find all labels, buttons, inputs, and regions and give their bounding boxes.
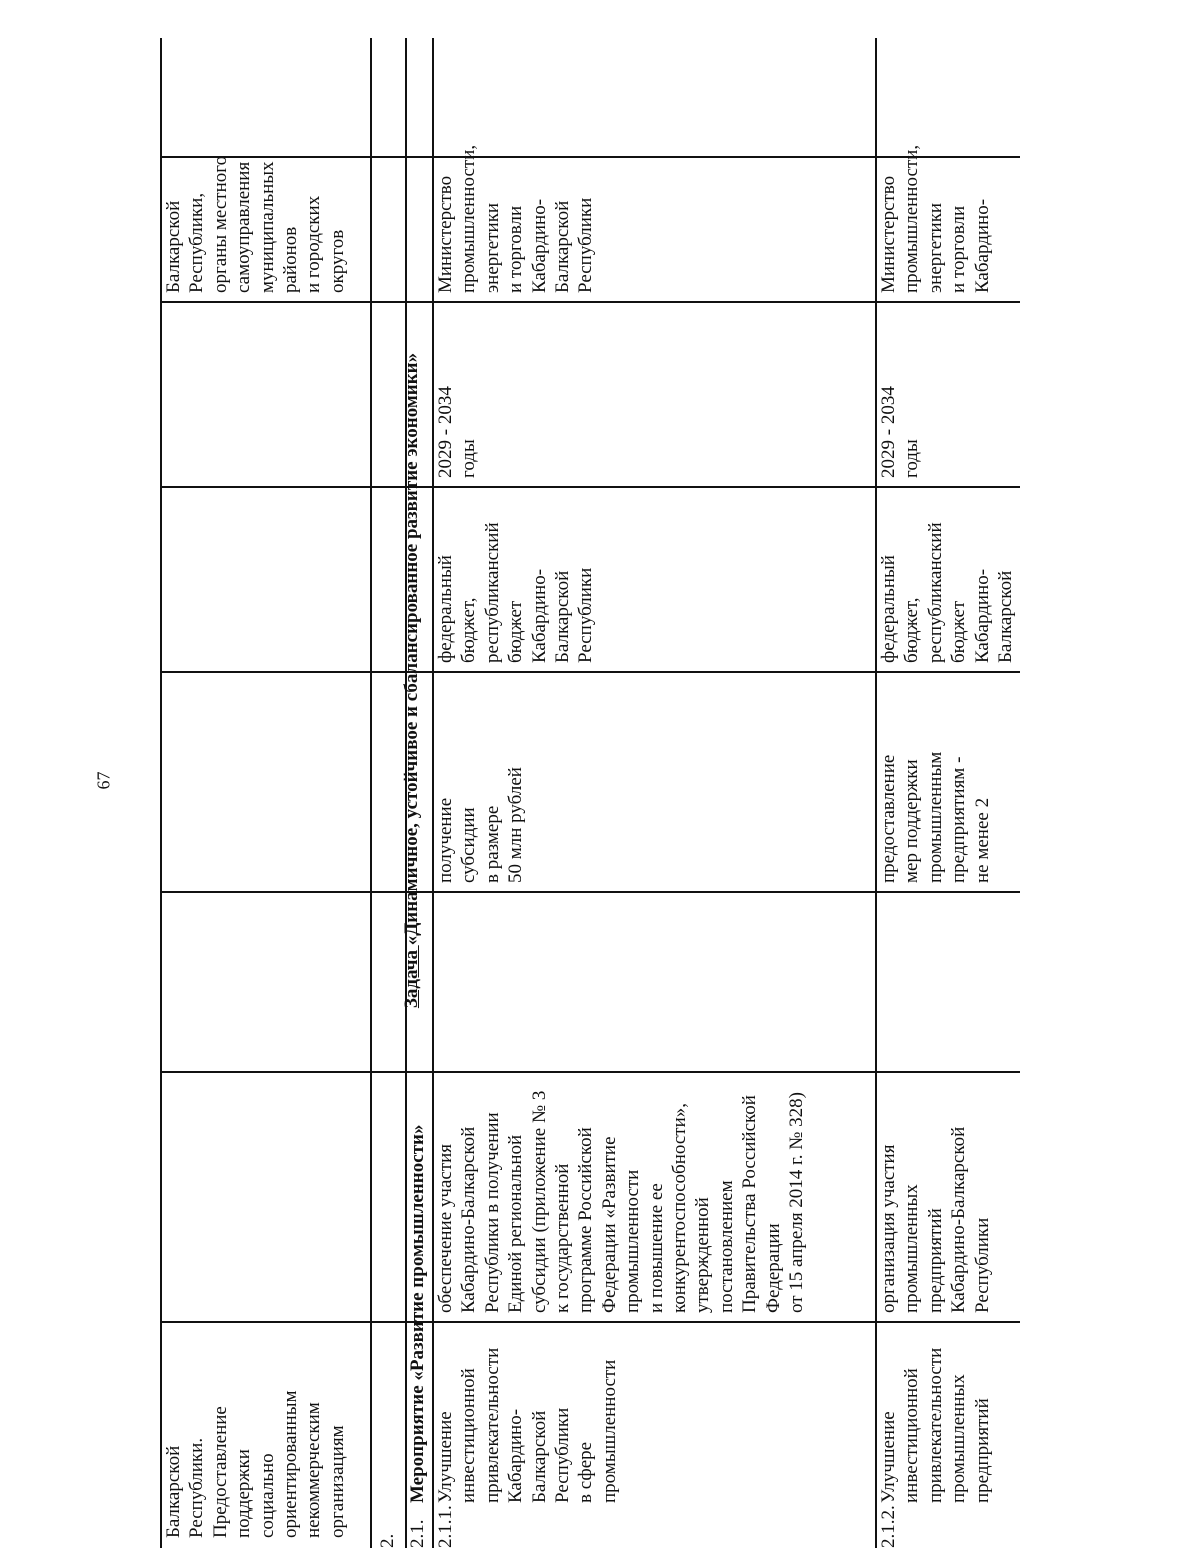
result-cell: предоставление мер поддержки промышленным предприятиям - не менее 2 [878, 751, 993, 883]
top-activity-cell: Балкарской Республики. Предоставление поддержки социально ориентированным некоммерческим организациям [163, 1390, 348, 1538]
top-responsible-cell: Балкарской Республики, органы местного самоуправления муниципальных районов и городских округов [163, 155, 348, 293]
source-cell: федеральный бюджет, республиканский бюджет Кабардино- Балкарской [878, 522, 1017, 663]
section-title-prefix: Задача [401, 945, 423, 1009]
mechanism-cell: обеспечение участия Кабардино-Балкарской Республики в получении Единой региональной субсидии (приложение № 3 к государственной программе Российской Федерации «Развитие промышленности и повышение ее конкурентоспособности», утвержденной постановлением Правительства Российской Федерации от 15 апреля 2014 г. № 328) [435, 1090, 808, 1313]
source-cell: федеральный бюджет, республиканский бюджет Кабардино- Балкарской Республики [435, 522, 597, 663]
row-number: 2.1.2. [878, 1505, 899, 1548]
subsection-title: Мероприятие «Развитие промышленности» [407, 1124, 428, 1503]
rotated-table [160, 38, 1020, 1548]
responsible-cell: Министерство промышленности, энергетики и торговли Кабардино- [878, 144, 993, 293]
section-number: 2. [377, 1533, 398, 1548]
activity-cell: Улучшение инвестиционной привлекательности промышленных предприятий [878, 1347, 993, 1503]
responsible-cell: Министерство промышленности, энергетики и торговли Кабардино- Балкарской Республики [435, 144, 597, 293]
mechanism-cell: организация участия промышленных предприятий Кабардино-Балкарской Республики [878, 1126, 993, 1313]
col-rule-3 [160, 892, 1020, 894]
period-cell: 2029 - 2034 годы [878, 386, 923, 478]
subsection-number: 2.1. [407, 1519, 428, 1548]
row-number: 2.1.1. [435, 1505, 456, 1548]
result-cell: получение субсидии в размере 50 млн рублей [435, 767, 527, 883]
section-title-text: «Динамичное, устойчивое и сбалансированное развитие экономики» [401, 352, 423, 946]
period-cell: 2029 - 2034 годы [435, 386, 480, 478]
activity-cell: Улучшение инвестиционной привлекательности Кабардино- Балкарской Республики в сфере промышленности [435, 1347, 620, 1503]
page-number: 67 [93, 771, 114, 790]
